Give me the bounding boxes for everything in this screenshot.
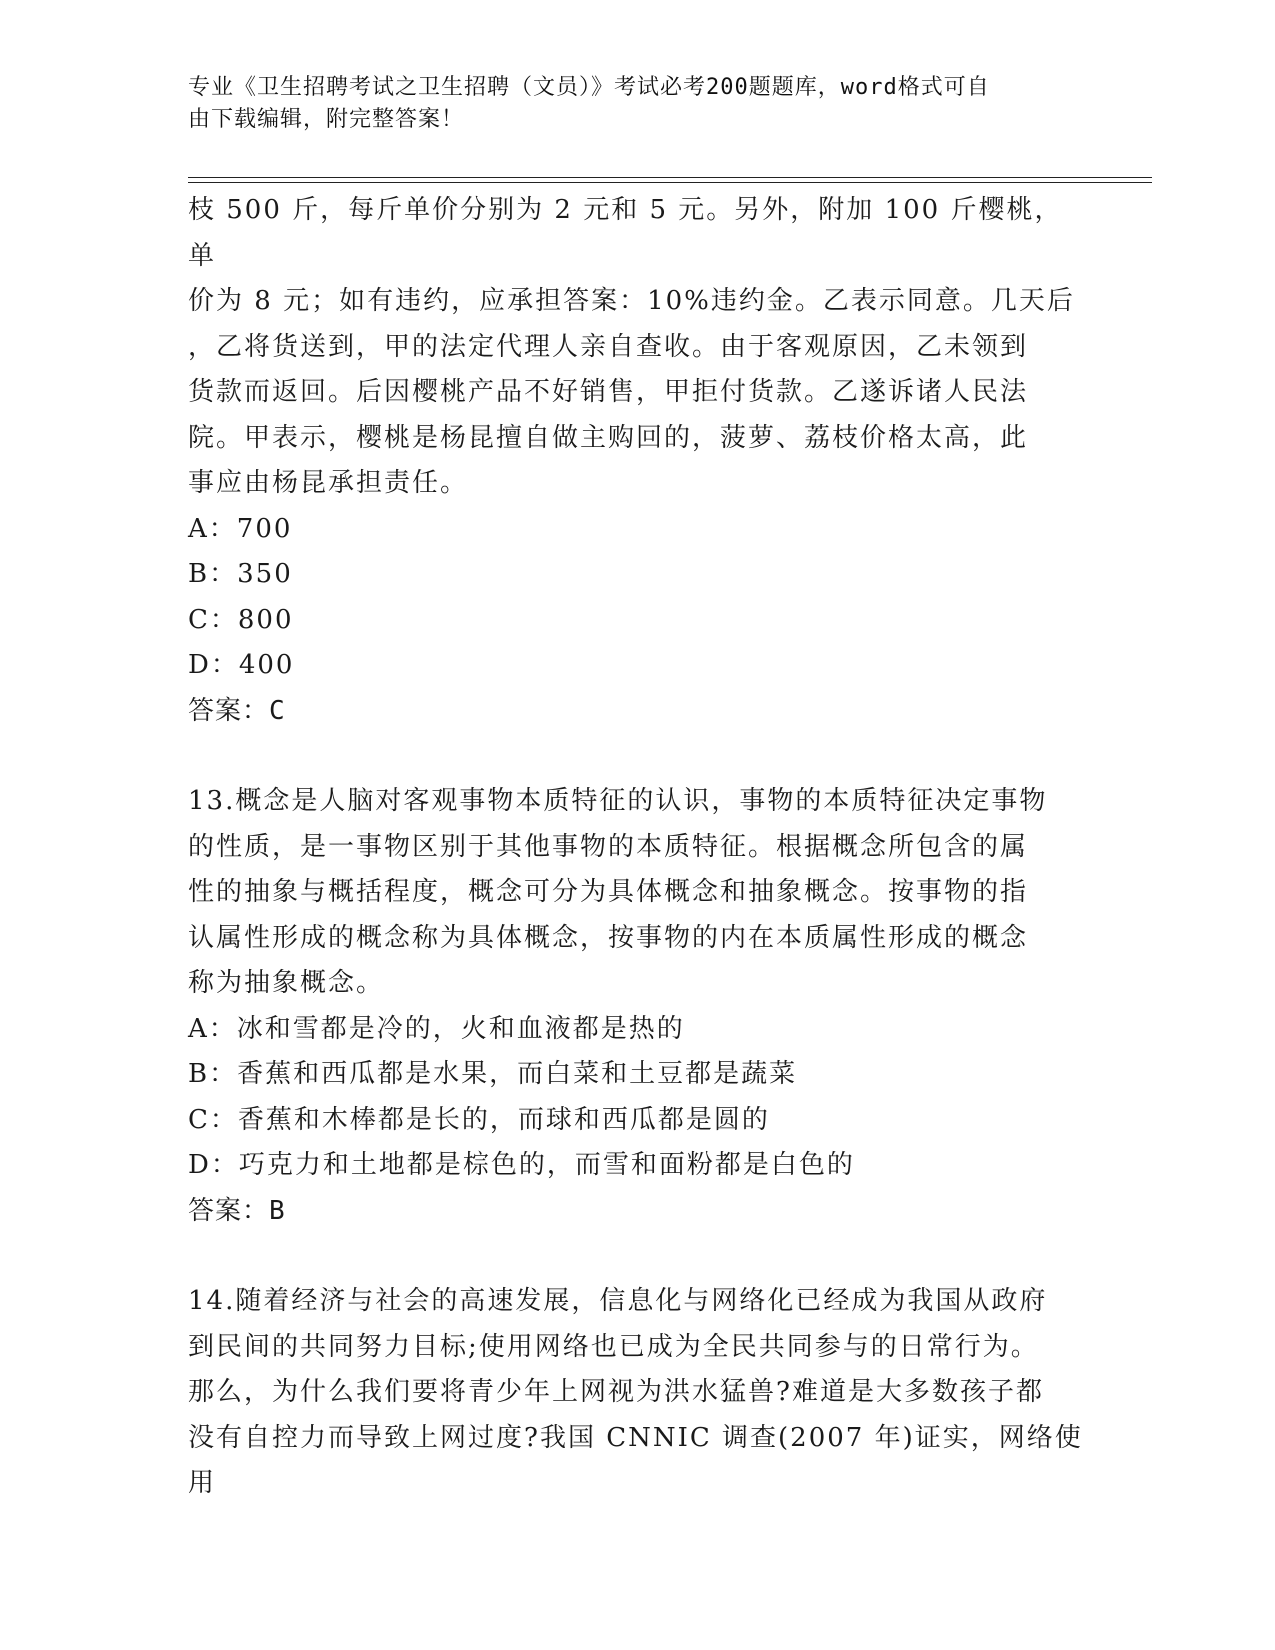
option-c: C：800	[188, 604, 294, 635]
option-a: A：冰和雪都是冷的，火和血液都是热的	[188, 1013, 685, 1044]
option-b: B：350	[188, 559, 293, 589]
question-12	[188, 188, 1088, 734]
stem-line: 枝 500 斤，每斤单价分别为 2 元和 5 元。另外，附加 100 斤樱桃，单	[188, 195, 1063, 271]
stem-line: 事应由杨昆承担责任。	[188, 468, 469, 498]
header-divider-bottom	[188, 182, 1152, 183]
header-divider-top	[188, 177, 1152, 178]
stem-line: ，乙将货送到，甲的法定代理人亲自查收。由于客观原因，乙未领到	[188, 331, 1029, 362]
stem-line: 性的抽象与概括程度，概念可分为具体概念和抽象概念。按事物的指	[188, 877, 1029, 907]
stem-line: 院。甲表示，樱桃是杨昆擅自做主购回的，菠萝、荔枝价格太高，此	[188, 422, 1029, 453]
option-a: A：700	[188, 513, 293, 544]
stem-line: 认属性形成的概念称为具体概念，按事物的内在本质属性形成的概念	[188, 922, 1029, 953]
header-line-2: 由下载编辑，附完整答案！	[188, 107, 465, 132]
stem-line: 14.随着经济与社会的高速发展，信息化与网络化已经成为我国从政府	[188, 1286, 1048, 1316]
answer-line: 答案：B	[188, 1195, 286, 1226]
spacer	[188, 1234, 1088, 1279]
page-header	[188, 72, 1068, 136]
stem-line: 13.概念是人脑对客观事物本质特征的认识，事物的本质特征决定事物	[188, 786, 1048, 816]
stem-line: 到民间的共同努力目标;使用网络也已成为全民共同参与的日常行为。	[188, 1331, 1039, 1362]
answer-line: 答案：C	[188, 695, 286, 726]
stem-line: 称为抽象概念。	[188, 968, 385, 998]
stem-line: 价为 8 元；如有违约，应承担答案：10%违约金。乙表示同意。几天后	[188, 286, 1075, 316]
stem-line: 货款而返回。后因樱桃产品不好销售，甲拒付货款。乙遂诉诸人民法	[188, 377, 1029, 407]
document-body	[188, 188, 1088, 1507]
question-12-stem	[188, 188, 1088, 507]
stem-line: 没有自控力而导致上网过度?我国 CNNIC 调查(2007 年)证实，网络使用	[188, 1422, 1083, 1498]
question-13-stem	[188, 779, 1088, 1007]
stem-line: 那么，为什么我们要将青少年上网视为洪水猛兽?难道是大多数孩子都	[188, 1377, 1044, 1407]
option-b: B：香蕉和西瓜都是水果，而白菜和土豆都是蔬菜	[188, 1059, 798, 1089]
header-line-1: 专业《卫生招聘考试之卫生招聘（文员）》考试必考200题题库，word格式可自	[188, 75, 990, 100]
question-14	[188, 1279, 1088, 1507]
spacer	[188, 734, 1088, 779]
stem-line: 的性质，是一事物区别于其他事物的本质特征。根据概念所包含的属	[188, 831, 1029, 862]
question-14-stem	[188, 1279, 1088, 1507]
option-c: C：香蕉和木棒都是长的，而球和西瓜都是圆的	[188, 1104, 770, 1135]
question-13	[188, 779, 1088, 1234]
option-d: D：400	[188, 650, 295, 680]
option-d: D：巧克力和土地都是棕色的，而雪和面粉都是白色的	[188, 1150, 855, 1180]
